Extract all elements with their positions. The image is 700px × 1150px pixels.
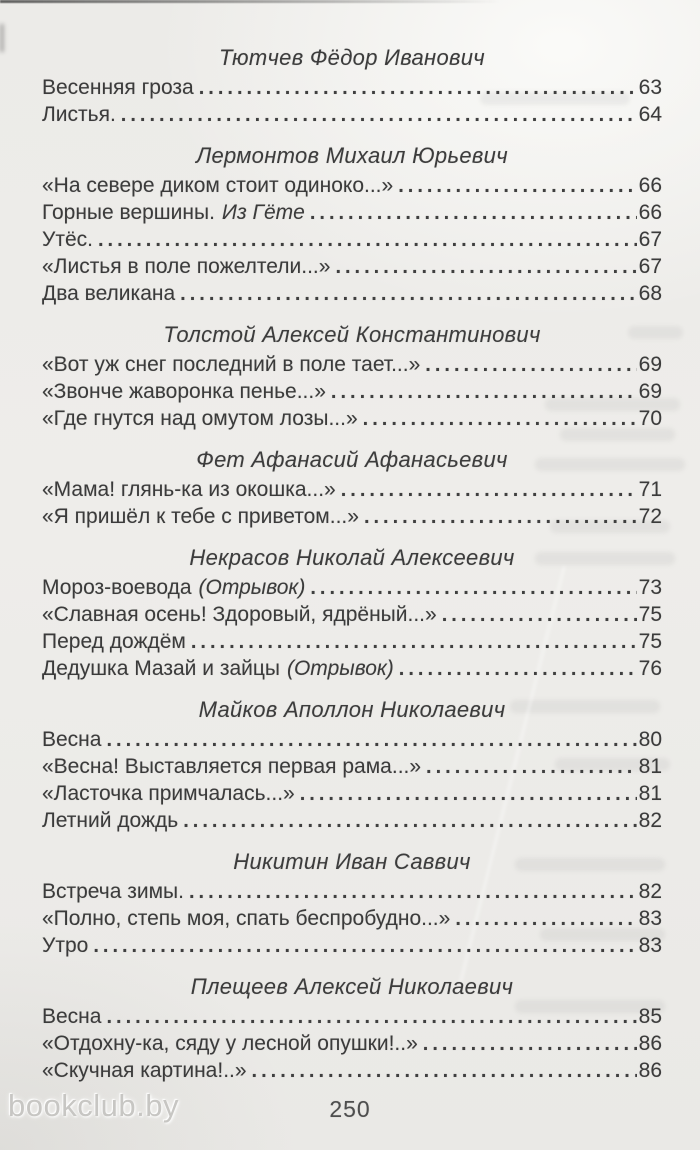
- toc-entry-page: 69: [638, 353, 662, 376]
- toc-entry-page: 82: [638, 880, 662, 903]
- toc-entry-page: 85: [638, 1005, 662, 1028]
- dot-leader: [106, 728, 636, 752]
- toc-entry-title: Перед дождём: [42, 630, 186, 653]
- toc-entry-page: 86: [638, 1059, 662, 1082]
- toc-entry: [42, 380, 662, 407]
- toc-entry-title: «Ласточка примчалась...»: [42, 782, 295, 805]
- toc-entry-page: 83: [638, 934, 662, 957]
- toc-entry: [42, 228, 662, 255]
- dot-leader: [455, 907, 636, 931]
- toc-section: [42, 544, 662, 684]
- toc-entry: [42, 282, 662, 309]
- toc-entry: [42, 728, 662, 755]
- dot-leader: [341, 478, 637, 502]
- dot-leader: [180, 282, 636, 306]
- toc-entry: [42, 782, 662, 809]
- toc-entry-page: 83: [638, 907, 662, 930]
- dot-leader: [199, 76, 637, 100]
- toc-entry-title: Весенняя гроза: [42, 76, 194, 99]
- toc-entry-title-italic: (Отрывок): [198, 576, 306, 599]
- dot-leader: [310, 201, 637, 225]
- toc-entry-title-italic: (Отрывок): [286, 657, 394, 680]
- dot-leader: [300, 782, 637, 806]
- toc-entry-title: Листья.: [42, 103, 116, 126]
- toc-entry-title: «Мама! глянь-ка из окошка...»: [42, 478, 336, 501]
- toc-entry: [42, 407, 662, 434]
- toc-entry: [42, 1005, 662, 1032]
- toc-entry-page: 71: [638, 478, 662, 501]
- dot-leader: [121, 103, 637, 127]
- author-heading: Некрасов Николай Алексеевич: [189, 545, 515, 570]
- toc-entry-title: «Листья в поле пожелтели...»: [42, 255, 331, 278]
- dot-leader: [310, 576, 636, 600]
- toc-entry: [42, 255, 662, 282]
- toc-entry-title: Весна: [42, 1005, 102, 1028]
- dot-leader: [252, 1059, 637, 1083]
- toc-entry: [42, 809, 662, 836]
- toc-entry: [42, 1059, 662, 1086]
- author-heading: Лермонтов Михаил Юрьевич: [196, 143, 508, 168]
- toc-entry-title: «Скучная картина!..»: [42, 1059, 247, 1082]
- toc-entry-page: 68: [638, 282, 662, 305]
- dot-leader: [398, 174, 636, 198]
- toc-entry-title: «На севере диком стоит одиноко...»: [42, 174, 394, 197]
- author-heading: Тютчев Фёдор Иванович: [219, 45, 485, 70]
- toc-entry-page: 81: [638, 782, 662, 805]
- toc-entry: [42, 103, 662, 130]
- author-heading: Толстой Алексей Константинович: [163, 322, 541, 347]
- author-heading: Плещеев Алексей Николаевич: [190, 974, 514, 999]
- toc-entry: [42, 755, 662, 782]
- toc-entry: [42, 603, 662, 630]
- toc-section: [42, 848, 662, 961]
- toc-entry: [42, 934, 662, 961]
- toc-entry-page: 63: [638, 76, 662, 99]
- toc-entry-page: 80: [638, 728, 662, 751]
- page-number: 250: [329, 1096, 371, 1122]
- dot-leader: [364, 505, 637, 529]
- toc-entry: [42, 1032, 662, 1059]
- toc-entry-title-italic: Из Гёте: [221, 201, 305, 224]
- toc-entry-title: «Отдохну-ка, сяду у лесной опушки!..»: [42, 1032, 418, 1055]
- dot-leader: [426, 755, 637, 779]
- dot-leader: [191, 630, 637, 654]
- dot-leader: [98, 228, 637, 252]
- toc-entry-title: «Звонче жаворонка пенье...»: [42, 380, 326, 403]
- toc-entry-page: 73: [638, 576, 662, 599]
- toc-entry-page: 66: [638, 174, 662, 197]
- toc-entry: [42, 505, 662, 532]
- toc-entry-page: 70: [638, 407, 662, 430]
- toc-entry-title: Утро: [42, 934, 89, 957]
- toc-entry-title: «Славная осень! Здоровый, ядрёный...»: [42, 603, 437, 626]
- author-heading: Никитин Иван Саввич: [233, 849, 471, 874]
- watermark: bookclub.by: [8, 1088, 179, 1123]
- dot-leader: [189, 880, 637, 904]
- dot-leader: [399, 657, 637, 681]
- toc-entry-page: 82: [638, 809, 662, 832]
- toc-entry: [42, 576, 662, 603]
- toc-entry-title: Дедушка Мазай и зайцы: [42, 657, 280, 680]
- toc-entry-title: «Вот уж снег последний в поле тает...»: [42, 353, 421, 376]
- author-heading: Майков Аполлон Николаевич: [198, 697, 506, 722]
- toc-section: [42, 446, 662, 532]
- dot-leader: [106, 1005, 636, 1029]
- dot-leader: [335, 255, 636, 279]
- dot-leader: [425, 353, 636, 377]
- toc-entry: [42, 201, 662, 228]
- toc-entry-page: 67: [638, 228, 662, 251]
- toc-entry-page: 81: [638, 755, 662, 778]
- dot-leader: [442, 603, 637, 627]
- toc-entry: [42, 630, 662, 657]
- toc-entry: [42, 880, 662, 907]
- toc-section: [42, 973, 662, 1086]
- toc-entry-title: «Полно, степь моя, спать беспробудно...»: [42, 907, 451, 930]
- toc-section: [42, 696, 662, 836]
- toc-entry-title: Летний дождь: [42, 809, 179, 832]
- toc-entry-title: Горные вершины.: [42, 201, 215, 224]
- toc-entry-page: 76: [638, 657, 662, 680]
- toc-entry: [42, 174, 662, 201]
- toc-section: [42, 321, 662, 434]
- toc-entry-page: 75: [638, 630, 662, 653]
- toc-entry-title: «Я пришёл к тебе с приветом...»: [42, 505, 359, 528]
- toc-entry-page: 67: [638, 255, 662, 278]
- toc-entry-title: Мороз-воевода: [42, 576, 192, 599]
- toc-entry-page: 69: [638, 380, 662, 403]
- toc-entry-title: Два великана: [42, 282, 176, 305]
- author-heading: Фет Афанасий Афанасьевич: [196, 447, 508, 472]
- toc-entry: [42, 657, 662, 684]
- toc-entry: [42, 907, 662, 934]
- toc-entry-title: Встреча зимы.: [42, 880, 184, 903]
- dot-leader: [363, 407, 637, 431]
- toc-entry-title: Весна: [42, 728, 102, 751]
- toc-entry-page: 72: [638, 505, 662, 528]
- toc-entry: [42, 478, 662, 505]
- toc-section: [42, 44, 662, 130]
- dot-leader: [93, 934, 636, 958]
- dot-leader: [331, 380, 637, 404]
- toc-entry-page: 86: [638, 1032, 662, 1055]
- toc-section: [42, 142, 662, 309]
- toc-entry: [42, 76, 662, 103]
- toc-entry-title: «Где гнутся над омутом лозы...»: [42, 407, 358, 430]
- toc-entry: [42, 353, 662, 380]
- dot-leader: [423, 1032, 637, 1056]
- dot-leader: [183, 809, 636, 833]
- toc-entry-page: 75: [638, 603, 662, 626]
- toc-entry-page: 66: [638, 201, 662, 224]
- toc-entry-title: «Весна! Выставляется первая рама...»: [42, 755, 422, 778]
- toc-entry-title: Утёс.: [42, 228, 93, 251]
- toc-entry-page: 64: [638, 103, 662, 126]
